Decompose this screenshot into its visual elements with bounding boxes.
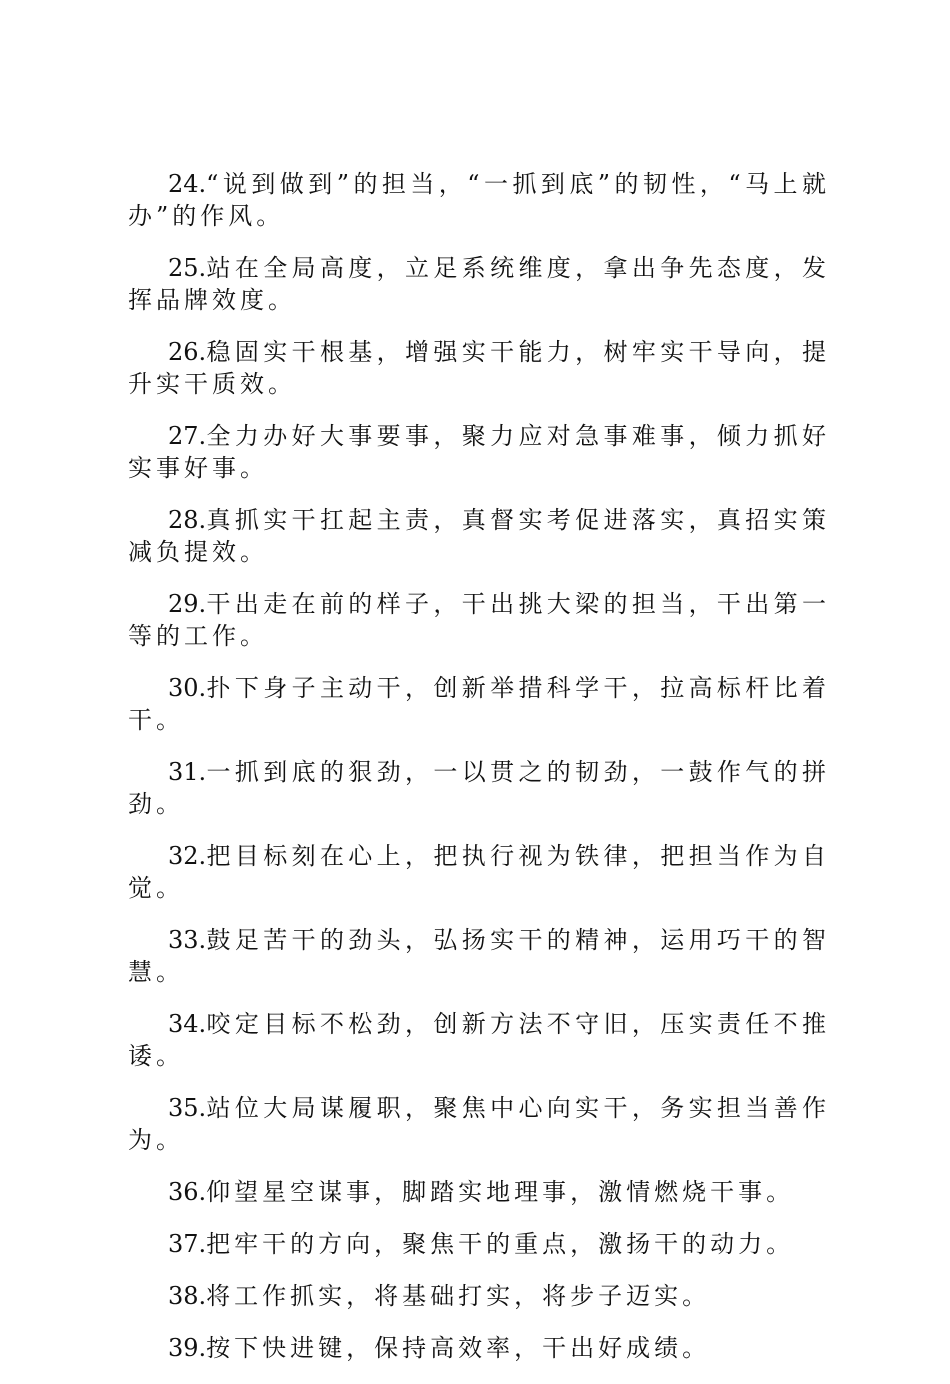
item-text: 扑下身子主动干，创新举措科学干，拉高标杆比着干。: [128, 674, 830, 734]
item-text: 鼓足苦干的劲头，弘扬实干的精神，运用巧干的智慧。: [128, 926, 830, 986]
item-number: 39.: [168, 1334, 207, 1362]
item-text: “说到做到”的担当，“一抓到底”的韧性，“马上就办”的作风。: [128, 170, 830, 230]
item-text: 站在全局高度，立足系统维度，拿出争先态度，发挥品牌效度。: [128, 254, 830, 314]
item-text: 干出走在前的样子，干出挑大梁的担当，干出第一等的工作。: [128, 590, 830, 650]
list-item: [128, 840, 830, 904]
item-number: 28.: [168, 506, 207, 534]
item-number: 35.: [168, 1094, 207, 1122]
list-item: [128, 252, 830, 316]
item-text: 把牢干的方向，聚焦干的重点，激扬干的动力。: [206, 1230, 795, 1258]
item-number: 25.: [168, 254, 207, 282]
list-item: [128, 672, 830, 736]
list-item: [128, 924, 830, 988]
list-item: [128, 1280, 830, 1312]
item-text: 把目标刻在心上，把执行视为铁律，把担当作为自觉。: [128, 842, 830, 902]
list-item: [128, 1176, 830, 1208]
item-number: 27.: [168, 422, 207, 450]
item-text: 真抓实干扛起主责，真督实考促进落实，真招实策减负提效。: [128, 506, 830, 566]
list-item: [128, 168, 830, 232]
item-number: 24.: [168, 170, 207, 198]
item-number: 36.: [168, 1178, 207, 1206]
list-item: [128, 504, 830, 568]
list-item: [128, 336, 830, 400]
item-number: 30.: [168, 674, 207, 702]
list-item: [128, 588, 830, 652]
list-item: [128, 1092, 830, 1156]
item-number: 32.: [168, 842, 207, 870]
item-text: 仰望星空谋事，脚踏实地理事，激情燃烧干事。: [206, 1178, 795, 1206]
item-number: 31.: [168, 758, 207, 786]
item-number: 29.: [168, 590, 207, 618]
item-number: 38.: [168, 1282, 207, 1310]
list-item: [128, 1228, 830, 1260]
item-text: 咬定目标不松劲，创新方法不守旧，压实责任不推诿。: [128, 1010, 830, 1070]
list-item: [128, 1332, 830, 1364]
item-text: 稳固实干根基，增强实干能力，树牢实干导向，提升实干质效。: [128, 338, 830, 398]
item-text: 将工作抓实，将基础打实，将步子迈实。: [206, 1282, 711, 1310]
item-text: 全力办好大事要事，聚力应对急事难事，倾力抓好实事好事。: [128, 422, 830, 482]
item-number: 33.: [168, 926, 207, 954]
list-item: [128, 756, 830, 820]
document-body: [128, 168, 830, 1384]
item-text: 一抓到底的狠劲，一以贯之的韧劲，一鼓作气的拼劲。: [128, 758, 830, 818]
list-item: [128, 420, 830, 484]
item-number: 26.: [168, 338, 207, 366]
item-text: 站位大局谋履职，聚焦中心向实干，务实担当善作为。: [128, 1094, 830, 1154]
item-text: 按下快进键，保持高效率，干出好成绩。: [206, 1334, 711, 1362]
list-item: [128, 1008, 830, 1072]
item-number: 37.: [168, 1230, 207, 1258]
item-number: 34.: [168, 1010, 207, 1038]
